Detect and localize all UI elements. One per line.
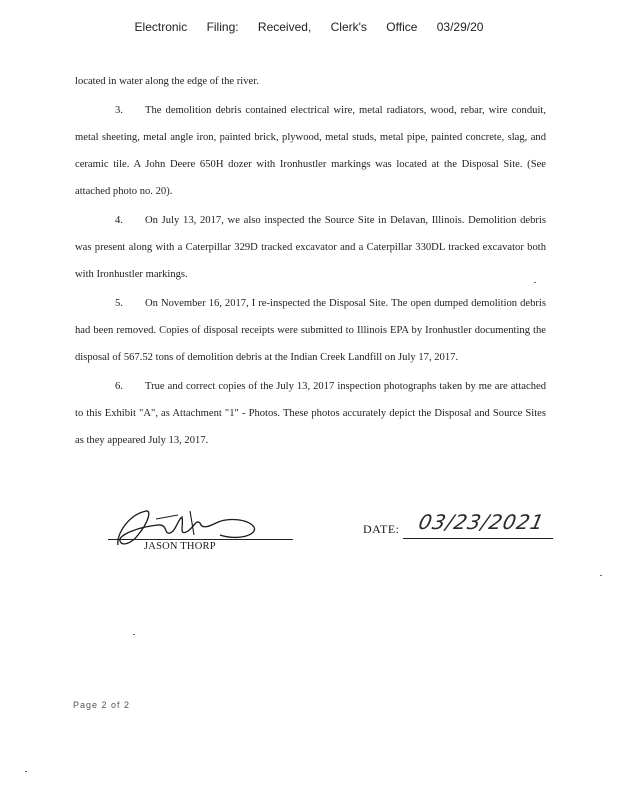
paragraph-5 bbox=[75, 290, 546, 371]
scan-speck bbox=[534, 282, 536, 283]
paragraph-continuation: located in water along the edge of the river. bbox=[75, 76, 259, 87]
date-block bbox=[363, 512, 563, 552]
header-office: Office bbox=[386, 20, 418, 34]
date-line bbox=[403, 538, 553, 539]
paragraph-5-number: 5. bbox=[115, 298, 123, 309]
date-label: DATE: bbox=[363, 522, 400, 536]
signer-name: JASON THORP bbox=[144, 541, 216, 552]
header-electronic: Electronic bbox=[134, 20, 188, 34]
document-body bbox=[75, 68, 546, 454]
handwritten-date: 03/23/2021 bbox=[416, 510, 547, 534]
paragraph-3 bbox=[75, 97, 546, 205]
header-filing: Filing: bbox=[206, 20, 239, 34]
paragraph-6-text: True and correct copies of the July 13, 2017 inspection photographs taken by me are attached to this Exhibit "A", as Attachment "1" - Photos. These photos accurately depict the Disposal and Source Sites as they appeared July 13, 2017. bbox=[75, 381, 546, 446]
paragraph-5-text: On November 16, 2017, I re-inspected the Disposal Site. The open dumped demolition debris had been removed. Copies of disposal receipts were submitted to Illinois EPA by Ironhustler documenting the disposal of 567.52 tons of demolition debris at the Indian Creek Landfill on July 17, 2017. bbox=[75, 298, 546, 363]
signature-line bbox=[108, 539, 293, 540]
paragraph-4-text: On July 13, 2017, we also inspected the Source Site in Delavan, Illinois. Demolition debris was present along with a Caterpillar 329D tracked excavator and a Caterpillar 330DL tracked excavator both with Ironhustler markings. bbox=[75, 215, 546, 280]
paragraph-6 bbox=[75, 373, 546, 454]
paragraph-6-number: 6. bbox=[115, 381, 123, 392]
page-footer: Page 2 of 2 bbox=[73, 700, 131, 710]
header-date: 03/29/20 bbox=[436, 20, 484, 34]
header-received: Received, bbox=[257, 20, 312, 34]
paragraph-3-number: 3. bbox=[115, 105, 123, 116]
header-clerks: Clerk's bbox=[330, 20, 367, 34]
signature-block bbox=[108, 505, 298, 565]
paragraph-4-number: 4. bbox=[115, 215, 123, 226]
filing-stamp-header bbox=[0, 20, 618, 34]
paragraph-3-text: The demolition debris contained electrical wire, metal radiators, wood, rebar, wire conduit, metal sheeting, metal angle iron, painted brick, plywood, metal studs, metal pipe, painted concrete, slag, and ceramic tile. A John Deere 650H dozer with Ironhustler markings was located at the Disposal Site. (See attached photo no. 20). bbox=[75, 105, 546, 197]
scan-speck bbox=[25, 771, 27, 772]
scan-speck bbox=[133, 634, 135, 635]
paragraph-4 bbox=[75, 207, 546, 288]
scan-speck bbox=[600, 575, 602, 576]
